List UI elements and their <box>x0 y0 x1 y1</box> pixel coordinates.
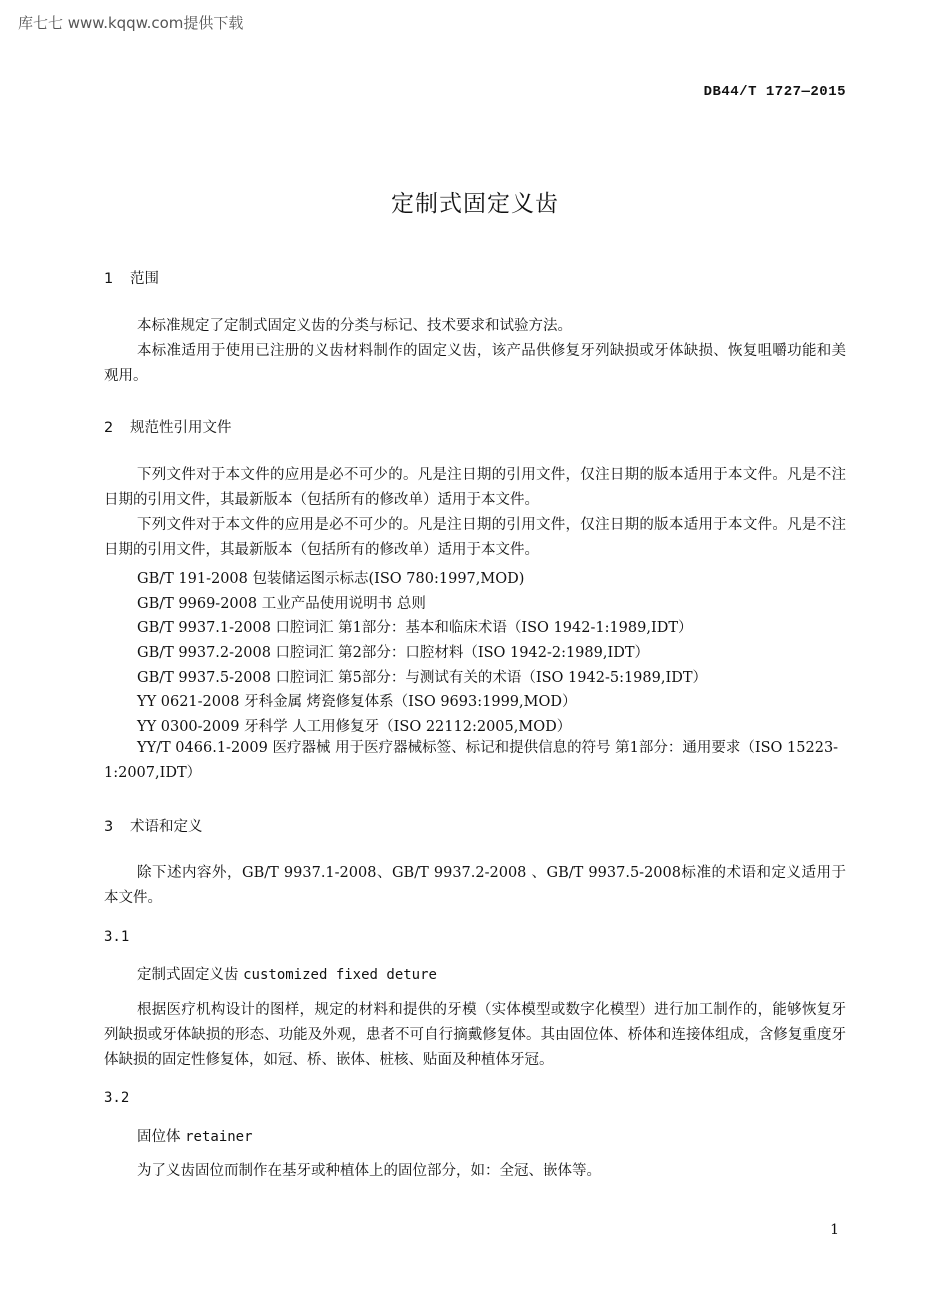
section-2-heading <box>104 416 232 437</box>
reference-item: GB/T 9937.1-2008 口腔词汇 第1部分：基本和临床术语（ISO 1942-1:1989,IDT） <box>137 620 693 636</box>
paragraph: 除下述内容外，GB/T 9937.1-2008、GB/T 9937.2-2008 、GB/T 9937.5-2008标准的术语和定义适用于本文件。 <box>104 865 846 906</box>
page-title: 定制式固定义齿 <box>391 191 559 217</box>
section-title: 术语和定义 <box>130 819 203 835</box>
term-definition: 为了义齿固位而制作在基牙或种植体上的固位部分，如：全冠、嵌体等。 <box>137 1163 601 1179</box>
clause-number: 3.2 <box>104 1090 130 1106</box>
paragraph: 下列文件对于本文件的应用是必不可少的。凡是注日期的引用文件，仅注日期的版本适用于本文件。凡是不注日期的引用文件，其最新版本（包括所有的修改单）适用于本文件。 <box>104 517 846 558</box>
section-title: 规范性引用文件 <box>130 420 232 436</box>
page-number: 1 <box>830 1222 839 1238</box>
section-1-heading <box>104 267 159 288</box>
term-chinese: 固位体 <box>137 1129 181 1145</box>
term-definition: 根据医疗机构设计的图样，规定的材料和提供的牙模（实体模型或数字化模型）进行加工制作的，能够恢复牙列缺损或牙体缺损的形态、功能及外观，患者不可自行摘戴修复体。其由固位体、桥体和连接体组成，含修复重度牙体缺损的固定性修复体，如冠、桥、嵌体、桩核、贴面及种植体牙冠。 <box>104 1002 846 1068</box>
reference-item: YY/T 0466.1-2009 医疗器械 用于医疗器械标签、标记和提供信息的符号 第1部分：通用要求（ISO 15223-1:2007,IDT） <box>104 740 839 781</box>
paragraph: 本标准规定了定制式固定义齿的分类与标记、技术要求和试验方法。 <box>137 318 572 334</box>
watermark-text: 库七七 www.kqqw.com提供下载 <box>18 14 244 32</box>
reference-item: GB/T 191-2008 包装储运图示标志(ISO 780:1997,MOD) <box>137 571 525 587</box>
document-number: DB44/T 1727—2015 <box>703 84 846 100</box>
term-heading <box>137 963 437 984</box>
section-number: 3 <box>104 819 114 835</box>
section-number: 2 <box>104 420 114 436</box>
clause-number: 3.1 <box>104 929 130 945</box>
paragraph: 本标准适用于使用已注册的义齿材料制作的固定义齿，该产品供修复牙列缺损或牙体缺损、恢复咀嚼功能和美观用。 <box>104 343 846 384</box>
section-number: 1 <box>104 271 114 287</box>
reference-item: GB/T 9937.5-2008 口腔词汇 第5部分：与测试有关的术语（ISO 1942-5:1989,IDT） <box>137 670 707 686</box>
term-english: retainer <box>185 1129 253 1145</box>
reference-item: GB/T 9969-2008 工业产品使用说明书 总则 <box>137 596 426 612</box>
section-3-heading <box>104 815 203 836</box>
reference-item: YY 0621-2008 牙科金属 烤瓷修复体系（ISO 9693:1999,MOD） <box>137 694 577 710</box>
reference-item: YY 0300-2009 牙科学 人工用修复牙（ISO 22112:2005,MOD） <box>137 719 572 735</box>
section-title: 范围 <box>130 271 159 287</box>
paragraph: 下列文件对于本文件的应用是必不可少的。凡是注日期的引用文件，仅注日期的版本适用于本文件。凡是不注日期的引用文件，其最新版本（包括所有的修改单）适用于本文件。 <box>104 467 846 508</box>
term-english: customized fixed deture <box>243 967 437 983</box>
term-heading <box>137 1125 253 1146</box>
term-chinese: 定制式固定义齿 <box>137 967 239 983</box>
reference-item: GB/T 9937.2-2008 口腔词汇 第2部分：口腔材料（ISO 1942-2:1989,IDT） <box>137 645 649 661</box>
